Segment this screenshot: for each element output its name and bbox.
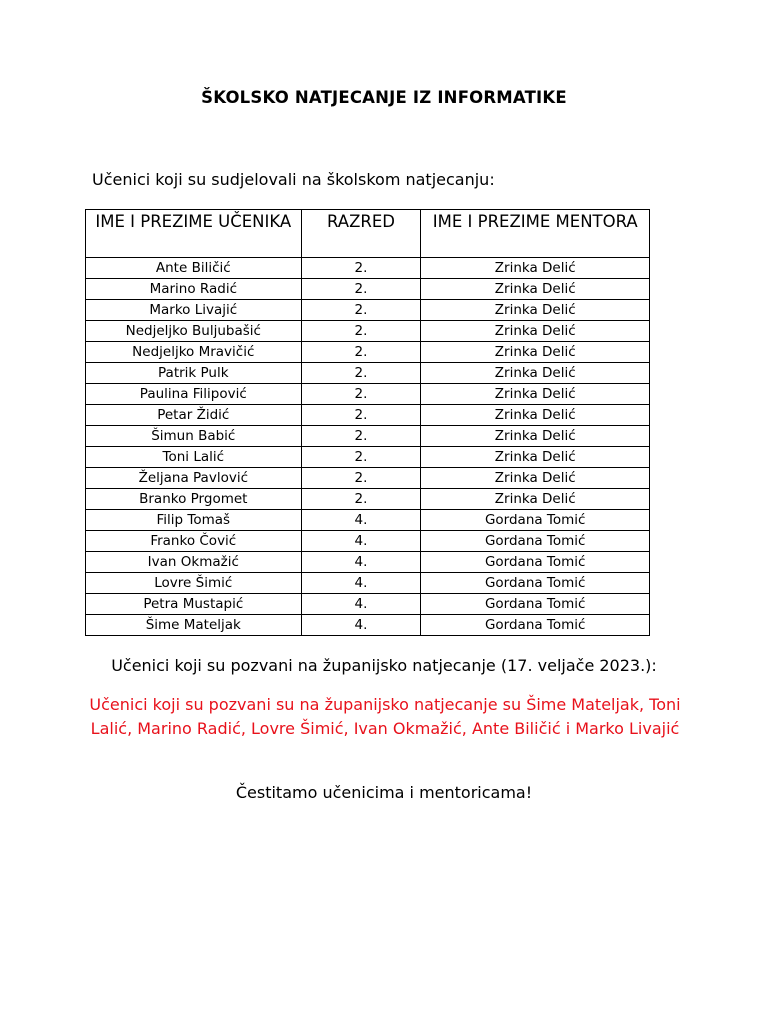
cell-grade: 4. — [301, 615, 421, 636]
cell-grade: 4. — [301, 510, 421, 531]
cell-student-name: Željana Pavlović — [86, 468, 302, 489]
cell-student-name: Branko Prgomet — [86, 489, 302, 510]
cell-mentor-name: Zrinka Delić — [421, 342, 650, 363]
cell-mentor-name: Zrinka Delić — [421, 300, 650, 321]
table-row — [86, 573, 650, 594]
cell-mentor-name: Gordana Tomić — [421, 510, 650, 531]
cell-grade: 2. — [301, 426, 421, 447]
cell-mentor-name: Zrinka Delić — [421, 426, 650, 447]
table-row — [86, 489, 650, 510]
cell-mentor-name: Zrinka Delić — [421, 321, 650, 342]
table-row — [86, 552, 650, 573]
cell-student-name: Ivan Okmažić — [86, 552, 302, 573]
cell-grade: 2. — [301, 489, 421, 510]
cell-student-name: Franko Čović — [86, 531, 302, 552]
cell-student-name: Šime Mateljak — [86, 615, 302, 636]
table-row — [86, 384, 650, 405]
table-row — [86, 321, 650, 342]
cell-grade: 4. — [301, 531, 421, 552]
table-row — [86, 531, 650, 552]
cell-student-name: Nedjeljko Buljubašić — [86, 321, 302, 342]
cell-mentor-name: Gordana Tomić — [421, 573, 650, 594]
table-row — [86, 405, 650, 426]
cell-mentor-name: Gordana Tomić — [421, 531, 650, 552]
cell-mentor-name: Gordana Tomić — [421, 615, 650, 636]
participants-table — [85, 209, 650, 636]
cell-student-name: Nedjeljko Mravičić — [86, 342, 302, 363]
table-row — [86, 447, 650, 468]
invited-heading: Učenici koji su pozvani na županijsko natjecanje (17. veljače 2023.): — [111, 656, 657, 675]
cell-mentor-name: Zrinka Delić — [421, 405, 650, 426]
table-row — [86, 342, 650, 363]
cell-student-name: Marino Radić — [86, 279, 302, 300]
cell-grade: 4. — [301, 594, 421, 615]
cell-grade: 2. — [301, 279, 421, 300]
cell-mentor-name: Zrinka Delić — [421, 468, 650, 489]
table-row — [86, 426, 650, 447]
cell-student-name: Ante Biličić — [86, 258, 302, 279]
cell-grade: 2. — [301, 258, 421, 279]
cell-grade: 2. — [301, 447, 421, 468]
column-header-student: IME I PREZIME UČENIKA — [86, 210, 302, 258]
cell-student-name: Lovre Šimić — [86, 573, 302, 594]
table-row — [86, 258, 650, 279]
cell-mentor-name: Zrinka Delić — [421, 279, 650, 300]
cell-grade: 2. — [301, 384, 421, 405]
column-header-grade: RAZRED — [301, 210, 421, 258]
table-row — [86, 510, 650, 531]
table-row — [86, 615, 650, 636]
cell-grade: 2. — [301, 300, 421, 321]
cell-student-name: Toni Lalić — [86, 447, 302, 468]
cell-grade: 4. — [301, 573, 421, 594]
cell-grade: 2. — [301, 342, 421, 363]
cell-grade: 2. — [301, 321, 421, 342]
cell-mentor-name: Zrinka Delić — [421, 384, 650, 405]
cell-student-name: Petra Mustapić — [86, 594, 302, 615]
cell-mentor-name: Zrinka Delić — [421, 363, 650, 384]
table-row — [86, 279, 650, 300]
column-header-mentor: IME I PREZIME MENTORA — [421, 210, 650, 258]
cell-mentor-name: Zrinka Delić — [421, 489, 650, 510]
cell-mentor-name: Zrinka Delić — [421, 258, 650, 279]
cell-student-name: Paulina Filipović — [86, 384, 302, 405]
cell-student-name: Petar Židić — [86, 405, 302, 426]
table-body — [86, 258, 650, 636]
cell-student-name: Filip Tomaš — [86, 510, 302, 531]
congratulations-text: Čestitamo učenicima i mentoricama! — [235, 783, 533, 802]
cell-mentor-name: Gordana Tomić — [421, 552, 650, 573]
cell-grade: 2. — [301, 468, 421, 489]
table-row — [86, 594, 650, 615]
table-header-row — [86, 210, 650, 258]
cell-student-name: Šimun Babić — [86, 426, 302, 447]
cell-mentor-name: Zrinka Delić — [421, 447, 650, 468]
table-row — [86, 363, 650, 384]
invited-students-text: Učenici koji su pozvani su na županijsko natjecanje su Šime Mateljak, Toni Lalić, Marino Radić, Lovre Šimić, Ivan Okmažić, Ante Biličić i Marko Livajić — [89, 695, 681, 738]
cell-grade: 2. — [301, 405, 421, 426]
cell-grade: 4. — [301, 552, 421, 573]
document-title: ŠKOLSKO NATJECANJE IZ INFORMATIKE — [201, 88, 567, 107]
table-row — [86, 468, 650, 489]
cell-mentor-name: Gordana Tomić — [421, 594, 650, 615]
cell-grade: 2. — [301, 363, 421, 384]
cell-student-name: Marko Livajić — [86, 300, 302, 321]
participants-intro: Učenici koji su sudjelovali na školskom natjecanju: — [92, 170, 495, 189]
cell-student-name: Patrik Pulk — [86, 363, 302, 384]
table-row — [86, 300, 650, 321]
